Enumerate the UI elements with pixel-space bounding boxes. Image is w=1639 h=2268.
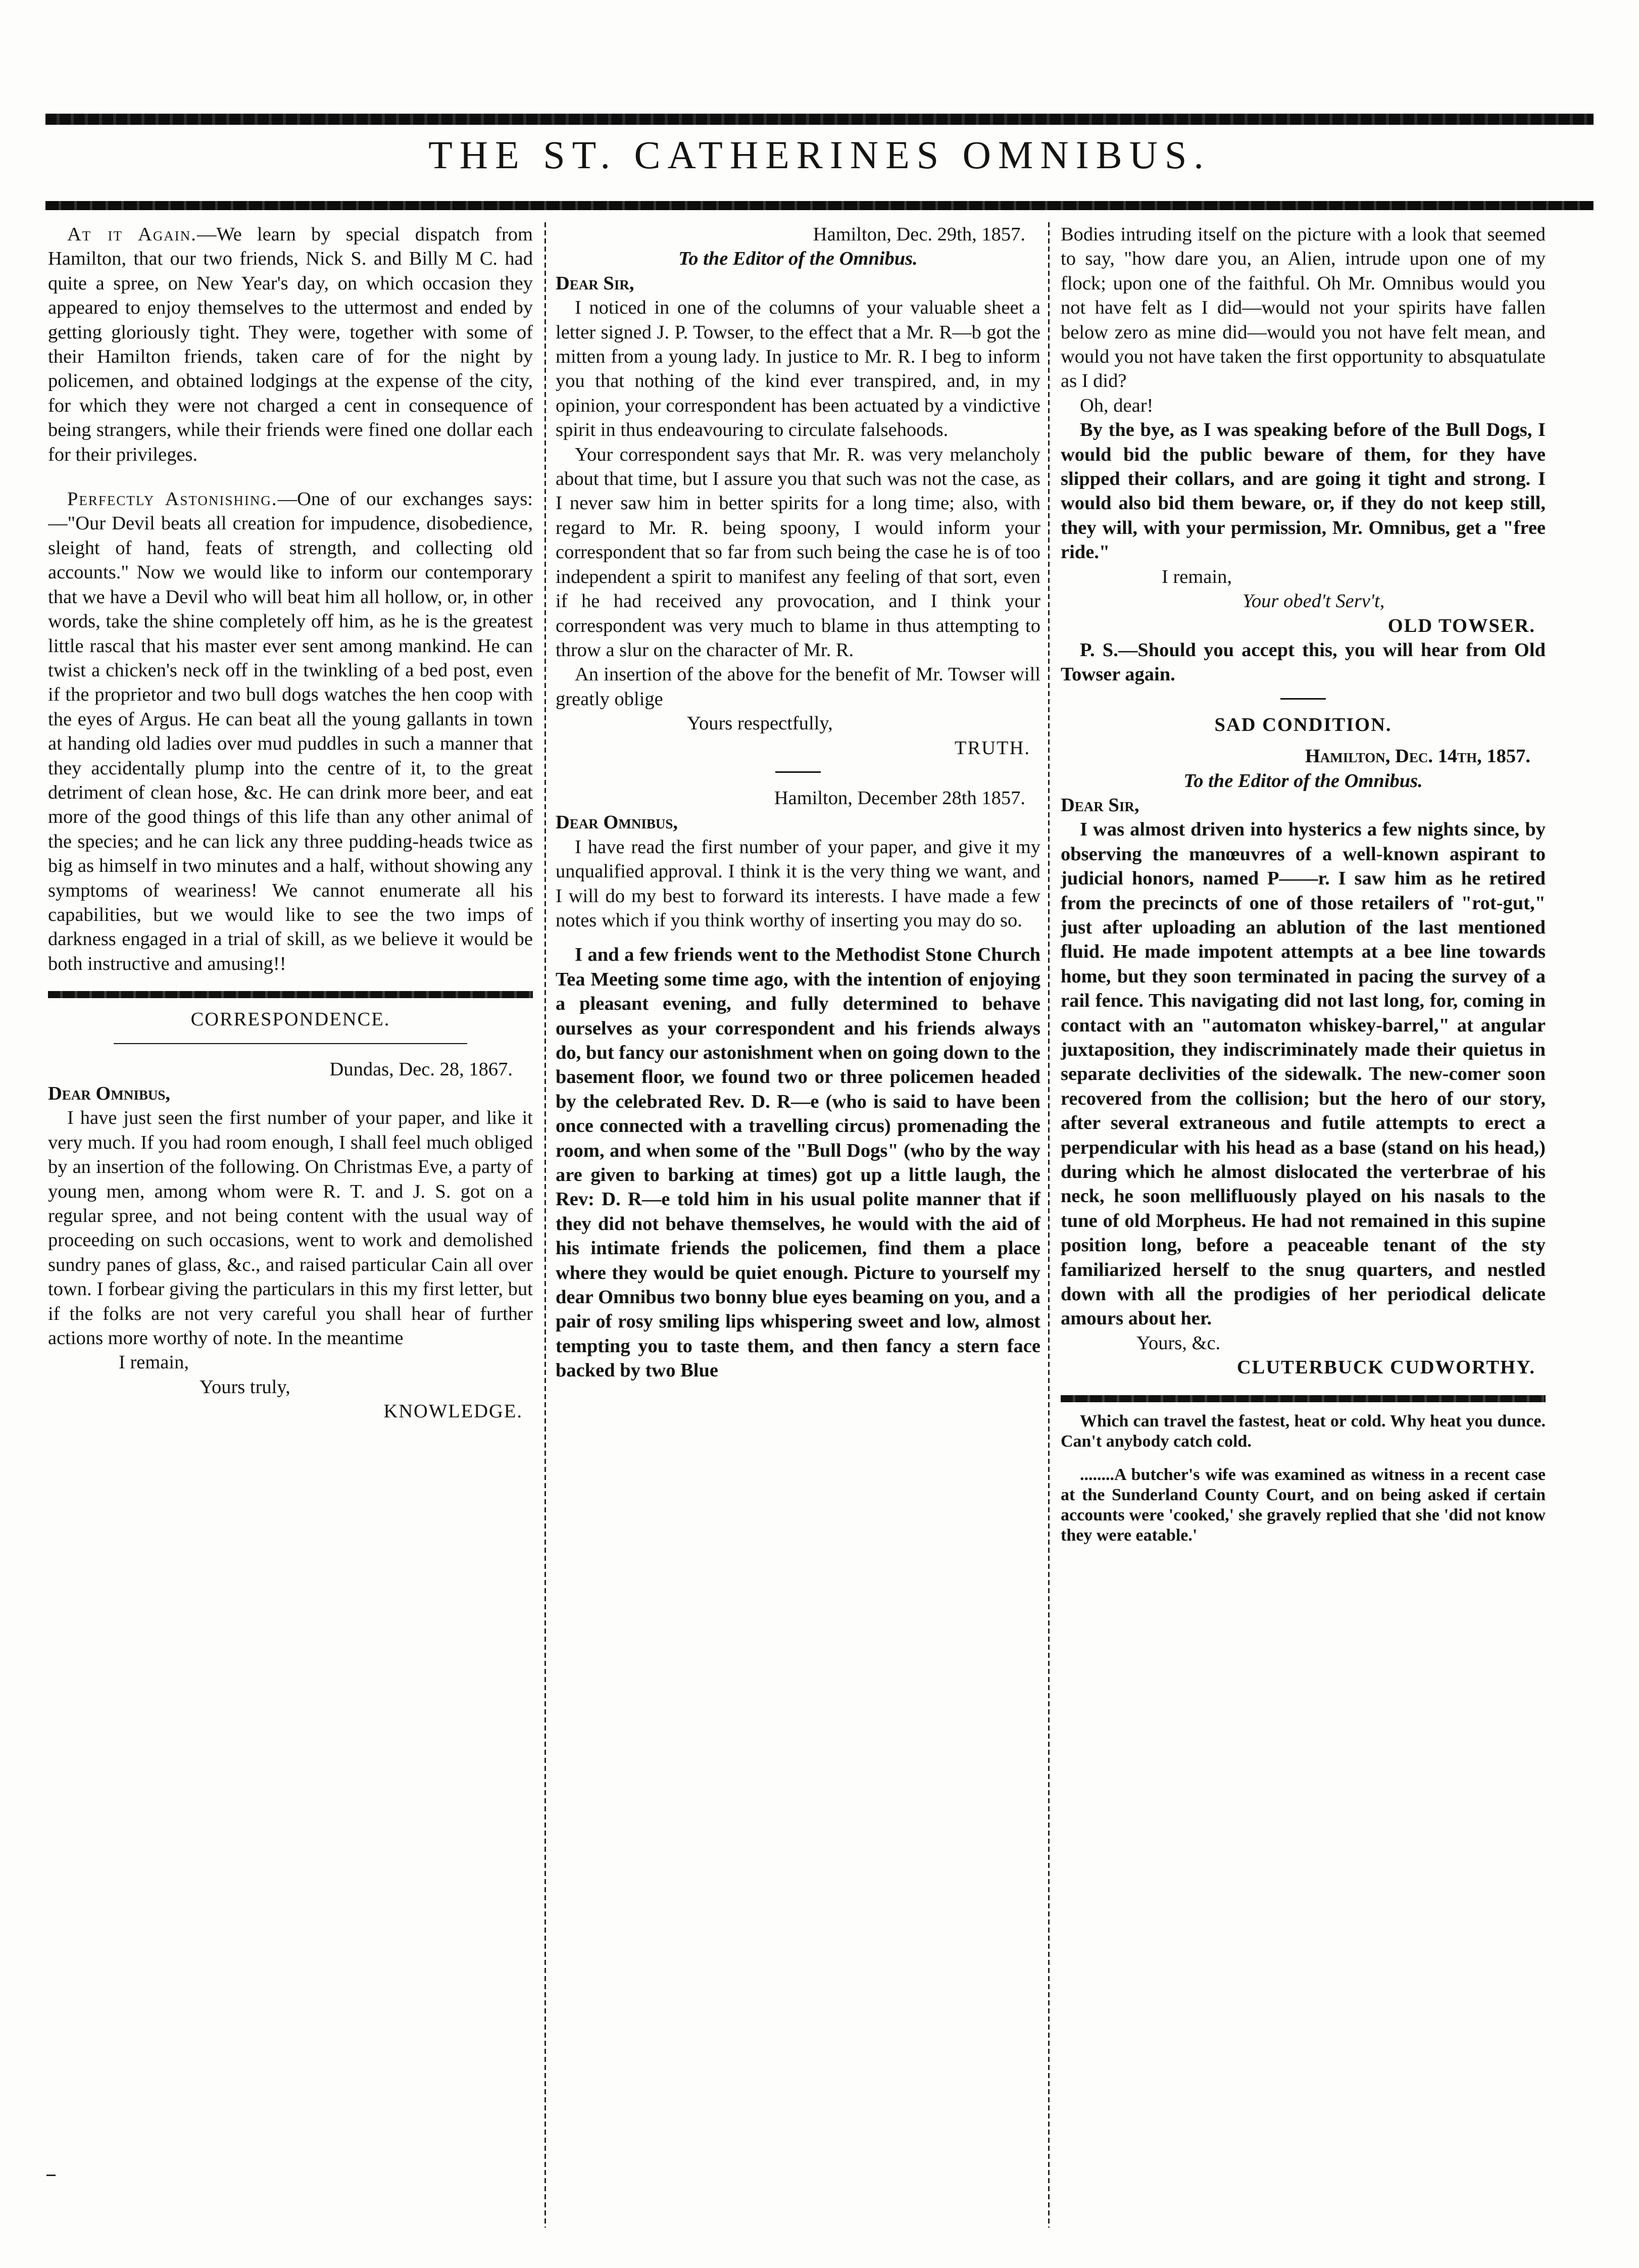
letter-body: By the bye, as I was speaking before of the Bull Dogs, I would bid the public beware of them, for they have slipped their collars, and are going it tight and strong. I would also bid them beware, or, if they do not keep still, they will, with your permission, Mr. Omnibus, get a "free ride." bbox=[1061, 419, 1546, 563]
divider-rule bbox=[1280, 698, 1326, 700]
column-2 bbox=[556, 222, 1040, 2233]
letter-addressee: To the Editor of the Omnibus. bbox=[1183, 770, 1423, 792]
column-divider bbox=[544, 222, 546, 2228]
letter-body: I was almost driven into hysterics a few nights since, by observing the manœuvres of a well-known aspirant to judicial honors, named P——r. I saw him as he retired from the precincts of one of those retailers of "rot-gut," just after uploading an ablution of the last mentioned fluid. He made impotent attempts at a bee line towards home, but they soon terminated in pacing the survey of a rail fence. This navigating did not last long, for, coming in contact with an "automaton whiskey-barrel," at angular juxtaposition, they indiscriminately made their quietus in separate declivities of the sidewalk. The new-comer soon recovered from the collision; but the hero of our story, after several extraneous and futile attempts to erect a perpendicular with his head as a base (stand on his head,) during which he almost dislocated the verterbrae of his neck, he soon mellifluously played on his nasals to the tune of old Morpheus. He had not remained in this supine position long, before a peaceable tenant of the sty familiarized herself to the snug quarters, and nestled down with all the prodigies of her periodical delicate amours about her. bbox=[1061, 819, 1546, 1329]
letter-close: Your obed't Serv't, bbox=[1243, 590, 1385, 612]
article-kicker: Perfectly Astonishing. bbox=[67, 488, 278, 510]
letter-dateline: Dundas, Dec. 28, 1867. bbox=[329, 1058, 513, 1080]
article-astonishing bbox=[48, 487, 533, 976]
masthead-title: THE ST. CATHERINES OMNIBUS. bbox=[428, 133, 1211, 177]
letter-signature: KNOWLEDGE. bbox=[383, 1401, 523, 1422]
section-divider bbox=[1061, 1395, 1546, 1402]
letter-salutation: Dear Omnibus, bbox=[48, 1083, 171, 1104]
section-divider bbox=[48, 991, 533, 998]
letter-salutation: Dear Omnibus, bbox=[556, 812, 678, 833]
letter-close: I remain, bbox=[1162, 566, 1232, 587]
section-heading-sad-condition: SAD CONDITION. bbox=[1214, 714, 1392, 735]
column-divider bbox=[1048, 222, 1050, 2228]
article-at-it-again bbox=[48, 222, 533, 467]
heading-rule bbox=[114, 1043, 467, 1044]
letter-dateline: Hamilton, Dec. 29th, 1857. bbox=[813, 224, 1025, 245]
letter-signature: CLUTERBUCK CUDWORTHY. bbox=[1236, 1357, 1535, 1378]
letter-salutation: Dear Sir, bbox=[1061, 794, 1139, 816]
article-text: —One of our exchanges says:—"Our Devil beats all creation for impudence, disobedience, sleight of hand, feats of strength, and collecting old accounts." Now we would like to inform our contemporary that we have a Devil who will beat him all hollow, or, in other words, take the shine completely off him, as he is the greatest little rascal that his master ever sent among mankind. He can twist a chicken's neck off in the twinkling of a bed post, even if the proprietor and two bull dogs watches the hen coop with the eyes of Argus. He can beat all the young gallants in town at handing old ladies over mud puddles in such a manner that they accidentally plump into the centre of it, to the great detriment of clean hose, &c. He can drink more beer, and eat more of the good things of this life than any other animal of the species; and he can lick any three pudding-heads twice as big as himself in two minutes and a half, without showing any symptoms of weariness! We cannot enumerate all his capabilities, but we would like to see the two imps of darkness engaged in a trial of skill, as we believe it would be both instructive and amusing!! bbox=[48, 488, 533, 974]
letter-body: I noticed in one of the columns of your valuable sheet a letter signed J. P. Towser, to the effect that a Mr. R—b got the mitten from a young lady. In justice to Mr. R. I beg to inform you that nothing of the kind ever transpired, and, in my opinion, your correspondent has been actuated by a vindictive spirit in thus endeavouring to circulate falsehoods. bbox=[556, 297, 1040, 441]
divider-rule bbox=[775, 771, 821, 773]
letter-body: Bodies intruding itself on the picture with a look that seemed to say, "how dare you, an Alien, intrude upon one of my flock; upon one of the faithful. Oh Mr. Omnibus would you not have felt as I did—would not your spirits have fallen below zero as mine did—would you not have felt mean, and would you not have taken the first opportunity to absquatulate as I did? bbox=[1061, 224, 1546, 392]
letter-close: Yours truly, bbox=[200, 1376, 290, 1398]
article-kicker: At it Again. bbox=[67, 224, 197, 245]
masthead-top-rule bbox=[45, 114, 1594, 125]
letter-signature: OLD TOWSER. bbox=[1387, 615, 1535, 636]
letter-postscript: P. S.—Should you accept this, you will hear from Old Towser again. bbox=[1061, 639, 1546, 685]
masthead-bottom-rule bbox=[45, 201, 1594, 210]
letter-body: I have just seen the first number of your paper, and like it very much. If you had room enough, I shall feel much obliged by an insertion of the following. On Christmas Eve, a party of young men, among whom were R. T. and J. S. got on a regular spree, and not being content with the usual way of proceeding on such occasions, went to work and demolished sundry panes of glass, &c., and raised particular Cain all over town. I forbear giving the particulars in this my first letter, but if the folks are not very careful you shall hear of further actions more worthy of note. In the meantime bbox=[48, 1107, 533, 1349]
letter-close: Yours respectfully, bbox=[687, 713, 833, 734]
page-mark bbox=[46, 2175, 56, 2176]
letter-body: I have read the first number of your paper, and give it my unqualified approval. I think it is the very thing we want, and I will do my best to forward its interests. I have made a few notes which if you think worthy of inserting you may do so. bbox=[556, 836, 1040, 931]
letter-addressee: To the Editor of the Omnibus. bbox=[678, 248, 918, 270]
filler-joke: ........A butcher's wife was examined as witness in a recent case at the Sunderland County Court, and on being asked if certain accounts were 'cooked,' she gravely replied that she 'did not know they were eatable.' bbox=[1061, 1465, 1546, 1545]
letter-dateline: Hamilton, Dec. 14th, 1857. bbox=[1305, 746, 1530, 767]
letter-close: Yours, &c. bbox=[1136, 1332, 1221, 1354]
section-heading-correspondence: CORRESPONDENCE. bbox=[190, 1009, 390, 1030]
letter-body: Oh, dear! bbox=[1080, 395, 1154, 416]
letter-salutation: Dear Sir, bbox=[556, 272, 634, 294]
letter-signature: TRUTH. bbox=[955, 737, 1030, 759]
letter-body: Your correspondent says that Mr. R. was very melancholy about that time, but I assure you that such was not the case, as I never saw him in better spirits for a long time; also, with regard to Mr. R. being spoony, I would inform your correspondent that so far from such being the case he is of too independent a spirit to manifest any feeling of that sort, even if he had received any provocation, and I think your correspondent was very much to blame in thus attempting to throw a slur on the character of Mr. R. bbox=[556, 443, 1040, 661]
filler-joke: Which can travel the fastest, heat or cold. Why heat you dunce. Can't anybody catch cold. bbox=[1061, 1411, 1546, 1451]
letter-body: An insertion of the above for the benefit of Mr. Towser will greatly oblige bbox=[556, 664, 1040, 710]
letter-dateline: Hamilton, December 28th 1857. bbox=[774, 787, 1025, 809]
article-text: —We learn by special dispatch from Hamilton, that our two friends, Nick S. and Billy M C. had quite a spree, on New Year's day, on which occasion they appeared to enjoy themselves to the uttermost and ended by getting gloriously tight. They were, together with some of their Hamilton friends, taken care of for the night by policemen, and obtained lodgings at the expense of the city, for which they were not charged a cent in consequence of being strangers, while their friends were fined one dollar each for their privileges. bbox=[48, 224, 533, 465]
letter-body: I and a few friends went to the Methodist Stone Church Tea Meeting some time ago, with the intention of enjoying a pleasant evening, and fully determined to behave ourselves as your correspondent and his friends always do, but fancy our astonishment when on going down to the basement floor, we found two or three policemen headed by the celebrated Rev. D. R—e (who is said to have been once connected with a travelling circus) promenading the room, and when some of the "Bull Dogs" (who by the way are given to barking at times) got up a little laugh, the Rev: D. R—e told him in his usual polite manner that if they did not behave themselves, he would with the aid of his intimate friends the policemen, find them a place where they would be quiet enough. Picture to yourself my dear Omnibus two bonny blue eyes beaming on you, and a pair of rosy smiling lips whispering sweet and low, almost tempting you to taste them, and then fancy a stern face backed by two Blue bbox=[556, 944, 1040, 1382]
column-1 bbox=[48, 222, 533, 2233]
column-3 bbox=[1061, 222, 1546, 2233]
letter-close: I remain, bbox=[119, 1352, 189, 1373]
